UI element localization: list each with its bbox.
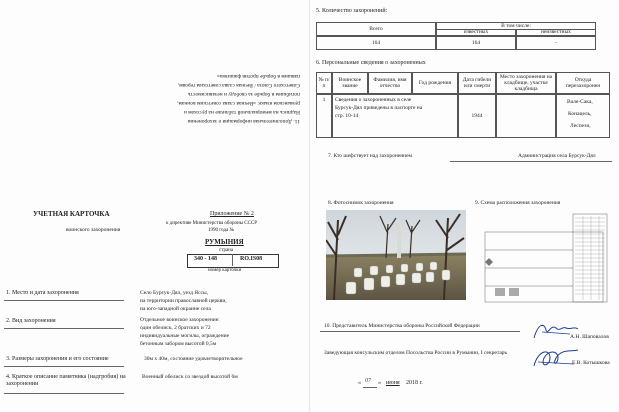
annex-line: 1990 года №	[208, 228, 235, 233]
note-line: Советского Союза / Вечная слава советским героям,	[177, 82, 300, 88]
count-header-total: Всего	[316, 22, 436, 36]
field-label: 4. Краткое описание памятника (надгробия) на захоронении	[6, 374, 126, 387]
annex-title: Приложение № 2	[210, 211, 254, 217]
date-close-quote: »	[378, 380, 381, 386]
date-year: 2018 г.	[406, 380, 423, 386]
date-month: июня	[386, 380, 400, 386]
pers-header: Откуда перезахоронен	[556, 72, 610, 94]
upside-down-note	[132, 68, 302, 126]
date-day: 07	[365, 378, 371, 384]
card-number-a: 340 - 148	[194, 256, 217, 262]
card-subtitle: воинского захоронения	[66, 227, 121, 233]
count-known: 164	[436, 36, 516, 50]
section-9-label: 9. Схема расположения захоронения	[475, 200, 561, 206]
signature-2	[528, 346, 584, 372]
count-header-incl: В том числе:	[436, 22, 596, 29]
pers-header: Фамилия, имя отчество	[368, 72, 412, 94]
section-6-title: 6. Персональные сведения о захороненных	[316, 60, 426, 66]
row-underline	[4, 300, 124, 301]
card-number-b: RO.IS08	[240, 256, 263, 262]
patron-underline	[450, 161, 612, 162]
field-value: Военный обелиск со звездой высотой 6м	[142, 374, 238, 380]
field-value: на территории православной церкви,	[140, 298, 227, 304]
card-left-page	[0, 0, 309, 412]
rep-underline	[320, 331, 520, 332]
date-open-quote: «	[358, 380, 361, 386]
field-value: 30м х 40м, состояние удовлетворительное	[144, 356, 243, 362]
card-title: УЧЕТНАЯ КАРТОЧКА	[33, 210, 110, 218]
field-value: Село Бурсук-Дял, уезд Яссы,	[140, 290, 209, 296]
field-value: Отдельное воинское захоронение:	[140, 317, 220, 323]
pers-header: Год рождения	[412, 72, 458, 94]
field-label: 1. Место и дата захоронения	[6, 290, 79, 296]
burial-photo	[326, 210, 466, 300]
note-line: 11. Дополнительная информация о захоронении	[187, 118, 300, 124]
row-underline	[4, 366, 124, 367]
burial-photo-image	[326, 210, 466, 300]
annex-line: к директиве Министерства обороны СССР	[166, 221, 258, 226]
pers-header: № п/п	[316, 72, 332, 94]
section-7-value: Администрация села Бурсук-Дял	[518, 153, 596, 159]
section-5-title: 5. Количество захоронений:	[316, 8, 388, 14]
consul-title: Заведующая консульским отделом Посольства России в Румынии, I секретарь	[324, 350, 508, 356]
section-8-label: 8. Фотоснимок захоронения	[328, 200, 394, 206]
note-line: погибшим в борьбе за свободу и независимость	[187, 91, 300, 97]
field-value: индивидуальные могилы, ограждение	[140, 333, 230, 339]
pers-text: Бурсук-Дял приведены в паспорте на	[335, 105, 423, 111]
row-underline	[4, 328, 124, 329]
note-line: Надпись на мемориальной табличке на русском и	[183, 109, 300, 115]
pers-from: Конацель,	[568, 111, 592, 117]
pers-header: Дата гибели или смерти	[458, 72, 496, 94]
pers-date: 1944	[458, 94, 496, 138]
card-right-page	[310, 0, 619, 412]
pers-text: Сведения о захороненных в селе	[335, 97, 412, 103]
country-caption: страна	[219, 248, 234, 253]
section-10-label: 10. Представитель Министерства обороны Российской Федерации	[324, 323, 480, 329]
card-number-caption: номер карточки	[208, 268, 242, 273]
note-line: павшим в борьбе против фашизма»	[217, 73, 300, 79]
signer-1-name: А.Н. Шаповалов	[570, 334, 609, 340]
field-value: бетонным забором высотой 0,5м	[140, 341, 217, 347]
card-number-divider	[232, 254, 233, 266]
pers-header: Воинское звание	[332, 72, 368, 94]
note-line: румынском языке: «Вечная слава советским воинам,	[177, 100, 300, 106]
count-unknown: -	[516, 36, 596, 50]
field-value: один обелиск, 2 братских и 72	[140, 325, 211, 331]
field-value: на юго-западной окраине села	[140, 306, 211, 312]
row-underline	[4, 393, 124, 394]
field-label: 2. Вид захоронения	[6, 318, 56, 324]
pers-place	[496, 94, 556, 138]
count-header-known: известных	[436, 29, 516, 36]
country-name: РУМЫНИЯ	[205, 238, 244, 246]
count-header-unknown: неизвестных	[516, 29, 596, 36]
burial-scheme-diagram	[475, 210, 615, 310]
date-day-underline	[363, 387, 377, 388]
pers-text: стр. 10-14	[335, 113, 359, 119]
count-total: 164	[316, 36, 436, 50]
signer-2-name: Е.В. Котышкова	[572, 360, 610, 366]
field-label: 3. Размеры захоронения и его состояние	[6, 356, 109, 362]
pers-from: Леспези,	[570, 123, 591, 129]
pers-num: 1	[316, 94, 332, 138]
signature-2-scribble	[528, 346, 584, 372]
pers-from: Вале-Сака,	[567, 99, 593, 105]
pers-header: Место захоронения на кладбище, участке кладбища	[496, 72, 556, 94]
section-7-label: 7. Кто шефствует над захоронением	[328, 153, 413, 159]
burial-scheme	[475, 210, 615, 310]
